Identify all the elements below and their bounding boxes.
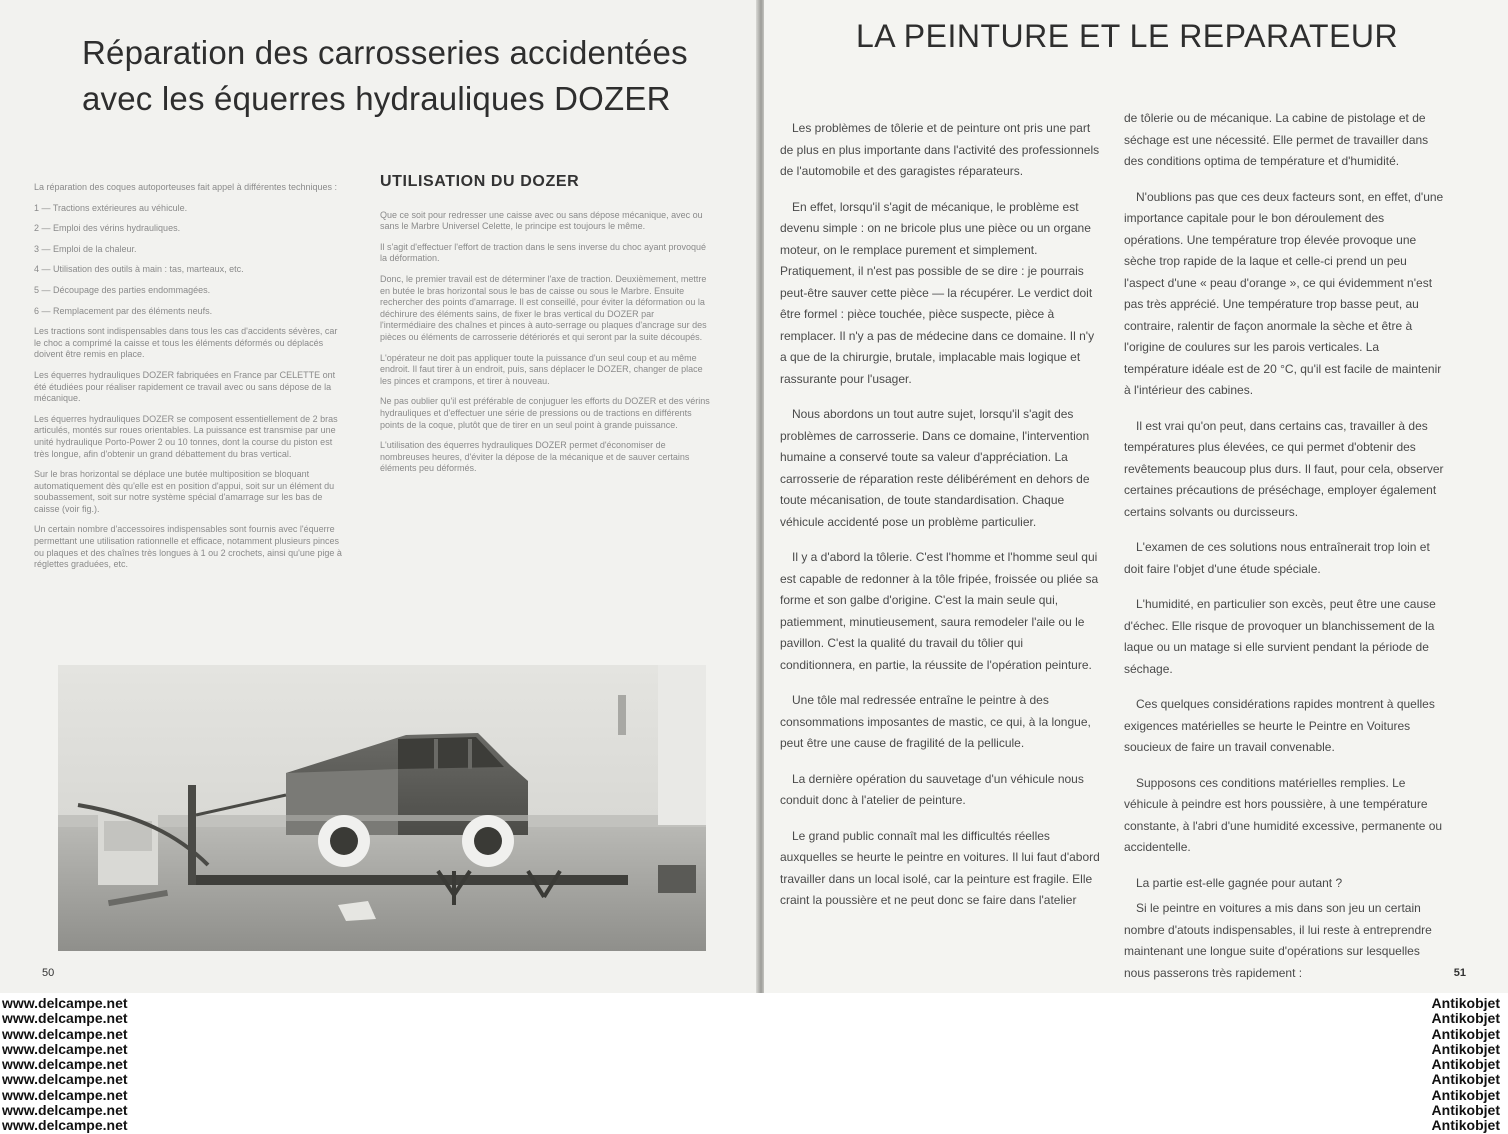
site-link[interactable]: www.delcampe.net <box>2 1025 128 1042</box>
paragraph: Les équerres hydrauliques DOZER se composent essentiellement de 2 bras articulés, montés sur roues orientables. La puissance est transmise par une unité hydraulique Porto-Power 2 ou 10 tonnes, dont la course du piston est très longue, afin d'obtenir un grand débattement du bras vertical. <box>34 413 338 459</box>
paragraph: Nous abordons un tout autre sujet, lorsqu'il s'agit des problèmes de carrosserie. Dans ce domaine, l'intervention humaine a conservé toute sa valeur d'appréciation. La carrosserie de réparation reste délibérément en dehors de toute mécanisation, de toute standardisation. Chaque véhicule accidenté pose un problème particulier. <box>780 407 1090 529</box>
site-link[interactable]: www.delcampe.net <box>2 1010 128 1027</box>
article-title <box>82 30 722 122</box>
section-heading: UTILISATION DU DOZER <box>380 173 580 190</box>
paragraph: Ces quelques considérations rapides montrent à quelles exigences matérielles se heurte le Peintre en Voitures soucieux de faire un travail convenable. <box>1124 697 1435 754</box>
paragraph: Les équerres hydrauliques DOZER fabriquées en France par CELETTE ont été étudiées pour réaliser rapidement ce travail avec ou sans dépose de la mécanique. <box>34 369 336 404</box>
paragraph: Le grand public connaît mal les difficultés réelles auxquelles se heurte le peintre en voitures. Il lui faut d'abord travailler dans un local isolé, car la peinture est fragile. Elle craint la poussière et ne peut donc se faire dans l'atelier <box>780 828 1100 907</box>
intro-line: 3 — Emploi de la chaleur. <box>34 243 137 254</box>
intro-line: 4 — Utilisation des outils à main : tas, marteaux, etc. <box>34 264 244 275</box>
left-column-b <box>380 173 712 484</box>
site-link[interactable]: www.delcampe.net <box>2 1071 128 1088</box>
car-photo <box>58 665 706 951</box>
paragraph: Sur le bras horizontal se déplace une butée multiposition se bloquant automatiquement dès qu'elle est en position d'appui, soit sur un élément du soubassement, soit sur notre système spécial d'amarrage sur les bas de caisse (voir fig.). <box>34 469 335 514</box>
paragraph: La dernière opération du sauvetage d'un véhicule nous conduit donc à l'atelier de peinture. <box>780 771 1084 807</box>
paragraph: L'opérateur ne doit pas appliquer toute la puissance d'un seul coup et au même endroit. Il faut tirer à un endroit, puis, sans déplacer le DOZER, changer de place les pinces et crampons, et tirer à nouveau. <box>380 352 703 386</box>
intro-line: 2 — Emploi des vérins hydrauliques. <box>34 223 181 234</box>
site-link[interactable]: www.delcampe.net <box>2 1117 128 1134</box>
paragraph: N'oublions pas que ces deux facteurs sont, en effet, d'une importance capitale pour le bon déroulement des opérations. Une température trop élevée provoque une sèche trop rapide de la laque et celle-ci prend un peu l'aspect d'une « peau d'orange », ce qui évidemment n'est pas très apprécié. Une température trop basse peut, au contraire, ralentir de façon anormale la sèche et être à l'origine de coulures sur les parois verticales. La température idéale est de 20 °C, qu'il est facile de maintenir à l'intérieur des cabines. <box>1124 189 1444 397</box>
paragraph: Donc, le premier travail est de déterminer l'axe de traction. Deuxièmement, mettre en butée le bras horizontal sous le bas de caisse ou sous le Marbre. Ensuite rechercher des points d'amarrage. Il est conseillé, pour éviter la déformation ou la déchirure des éléments sains, de fixer le bras vertical du DOZER par l'intermédiaire des chaînes et pinces à auto-serrage ou plaques d'ancrage sur des pièces ou éléments de carrosserie détériorés et qui seront par la suite découpés. <box>380 273 707 342</box>
site-link[interactable]: www.delcampe.net <box>2 995 128 1011</box>
paragraph: L'examen de ces solutions nous entraînerait trop loin et doit faire l'objet d'une étude spéciale. <box>1124 540 1430 576</box>
seller-name: Antikobjet <box>1431 1056 1500 1073</box>
paragraph: Une tôle mal redressée entraîne le peintre à des consommations imposantes de mastic, ce qui, à la longue, peut être une cause de fragilité de la pellicule. <box>780 693 1091 750</box>
paragraph: de tôlerie ou de mécanique. La cabine de pistolage et de séchage est une nécessité. Elle permet de travailler dans des conditions optima de température et d'humidité. <box>1124 111 1429 168</box>
paragraph: Si le peintre en voitures a mis dans son jeu un certain nombre d'atouts indispensables, il lui reste à entreprendre maintenant une longue suite d'opérations sur lesquelles nous passerons très rapidement : <box>1124 901 1432 980</box>
paragraph: Ne pas oublier qu'il est préférable de conjuguer les efforts du DOZER et des vérins hydrauliques et d'effectuer une série de pressions ou de tractions en différents points de la coque, plutôt que de tirer en un seul point à grande puissance. <box>380 396 710 430</box>
seller-name: Antikobjet <box>1431 1010 1500 1027</box>
paragraph: Les problèmes de tôlerie et de peinture ont pris une part de plus en plus importante dans l'activité des professionnels de l'automobile et des garagistes réparateurs. <box>780 121 1100 178</box>
paragraph: En effet, lorsqu'il s'agit de mécanique, le problème est devenu simple : on ne bricole plus une pièce ou un organe moteur, on le remplace purement et simplement. Pratiquement, il n'est pas possible de se dire : je pourrais peut-être sauver cette pièce — la récupérer. Le verdict doit être formel : pièce touchée, pièce suspecte, pièce à remplacer. Il n'y a pas de médecine dans ce domaine. Il n'y a que de la chirurgie, brutale, implacable mais logique et rassurante pour l'usager. <box>780 199 1095 386</box>
seller-name: Antikobjet <box>1431 1025 1500 1042</box>
paragraph: Il s'agit d'effectuer l'effort de traction dans le sens inverse du choc ayant provoqué la déformation. <box>380 241 707 264</box>
site-link[interactable]: www.delcampe.net <box>2 1102 128 1119</box>
page-number: 50 <box>42 967 55 979</box>
seller-name: Antikobjet <box>1431 1102 1500 1119</box>
seller-site-list <box>2 996 128 1134</box>
paragraph: Un certain nombre d'accessoires indispensables sont fournis avec l'équerre permettant une utilisation rationnelle et efficace, notamment plusieurs pinces ou plaques et des chaînes très longues à 1 ou 2 crochets, ainsi qu'une pige à réglettes graduées, etc. <box>34 524 342 570</box>
intro-line: La réparation des coques autoporteuses fait appel à différentes techniques : <box>34 182 338 192</box>
seller-name: Antikobjet <box>1431 1071 1500 1088</box>
left-column-a <box>34 182 346 580</box>
title-line-1: Réparation des carrosseries accidentées <box>82 34 688 71</box>
paragraph: Supposons ces conditions matérielles remplies. Le véhicule à peindre est hors poussière, à une température constante, à l'abri d'une humidité excessive, permanente ou accidentelle. <box>1124 775 1443 854</box>
paragraph: Que ce soit pour redresser une caisse avec ou sans dépose mécanique, avec ou sans le Marbre Universel Celette, le principe est toujours le même. <box>380 209 703 232</box>
seller-name: Antikobjet <box>1431 1117 1500 1134</box>
left-page <box>0 0 758 993</box>
seller-name: Antikobjet <box>1431 995 1500 1011</box>
paragraph: L'utilisation des équerres hydrauliques DOZER permet d'économiser de nombreuses heures, d'éviter la dépose de la mécanique et de sauver certains éléments peu déformés. <box>380 440 690 474</box>
site-link[interactable]: www.delcampe.net <box>2 1056 128 1073</box>
paragraph: La partie est-elle gagnée pour autant ? <box>1136 875 1343 890</box>
intro-line: 6 — Remplacement par des éléments neufs. <box>34 305 213 316</box>
paragraph: L'humidité, en particulier son excès, peut être une cause d'échec. Elle risque de provoquer un blanchissement de la laque ou un matage si elle survient pendant la période de séchage. <box>1124 597 1436 676</box>
title-line-2: avec les équerres hydrauliques DOZER <box>82 80 671 117</box>
paragraph: Il y a d'abord la tôlerie. C'est l'homme et l'homme seul qui est capable de redonner à la tôle fripée, froissée ou pliée sa forme et son galbe d'origine. C'est la main seule qui, patiemment, minutieusement, saura remodeler l'aile ou le pavillon. C'est la qualité du travail du tôlier qui conditionnera, en partie, la réussite de l'opération peinture. <box>780 550 1099 672</box>
paragraph: Les tractions sont indispensables dans tous les cas d'accidents sévères, car le choc a comprimé la caisse et tous les éléments déformés ou déplacés doivent être remis en place. <box>34 326 338 360</box>
seller-name: Antikobjet <box>1431 1040 1500 1057</box>
car-on-dozer-illustration <box>58 665 706 951</box>
paragraph: Il est vrai qu'on peut, dans certains cas, travailler à des températures plus élevées, ce qui permet d'obtenir des revêtements beaucoup plus durs. Il faut, pour cela, observer certaines précautions de préséchage, employer également certains solvants ou durcisseurs. <box>1124 418 1444 519</box>
right-column-a <box>780 118 1100 926</box>
watermark-footer <box>0 993 1508 1134</box>
intro-line: 5 — Découpage des parties endommagées. <box>34 284 211 295</box>
site-link[interactable]: www.delcampe.net <box>2 1086 128 1103</box>
seller-name-list <box>1432 996 1500 1134</box>
right-column-b <box>1124 108 1446 993</box>
seller-name: Antikobjet <box>1431 1086 1500 1103</box>
site-link[interactable]: www.delcampe.net <box>2 1040 128 1057</box>
right-page <box>764 0 1508 993</box>
page-number: 51 <box>1453 967 1466 979</box>
intro-line: 1 — Tractions extérieures au véhicule. <box>34 202 188 213</box>
article-title: LA PEINTURE ET LE REPARATEUR <box>856 18 1399 54</box>
